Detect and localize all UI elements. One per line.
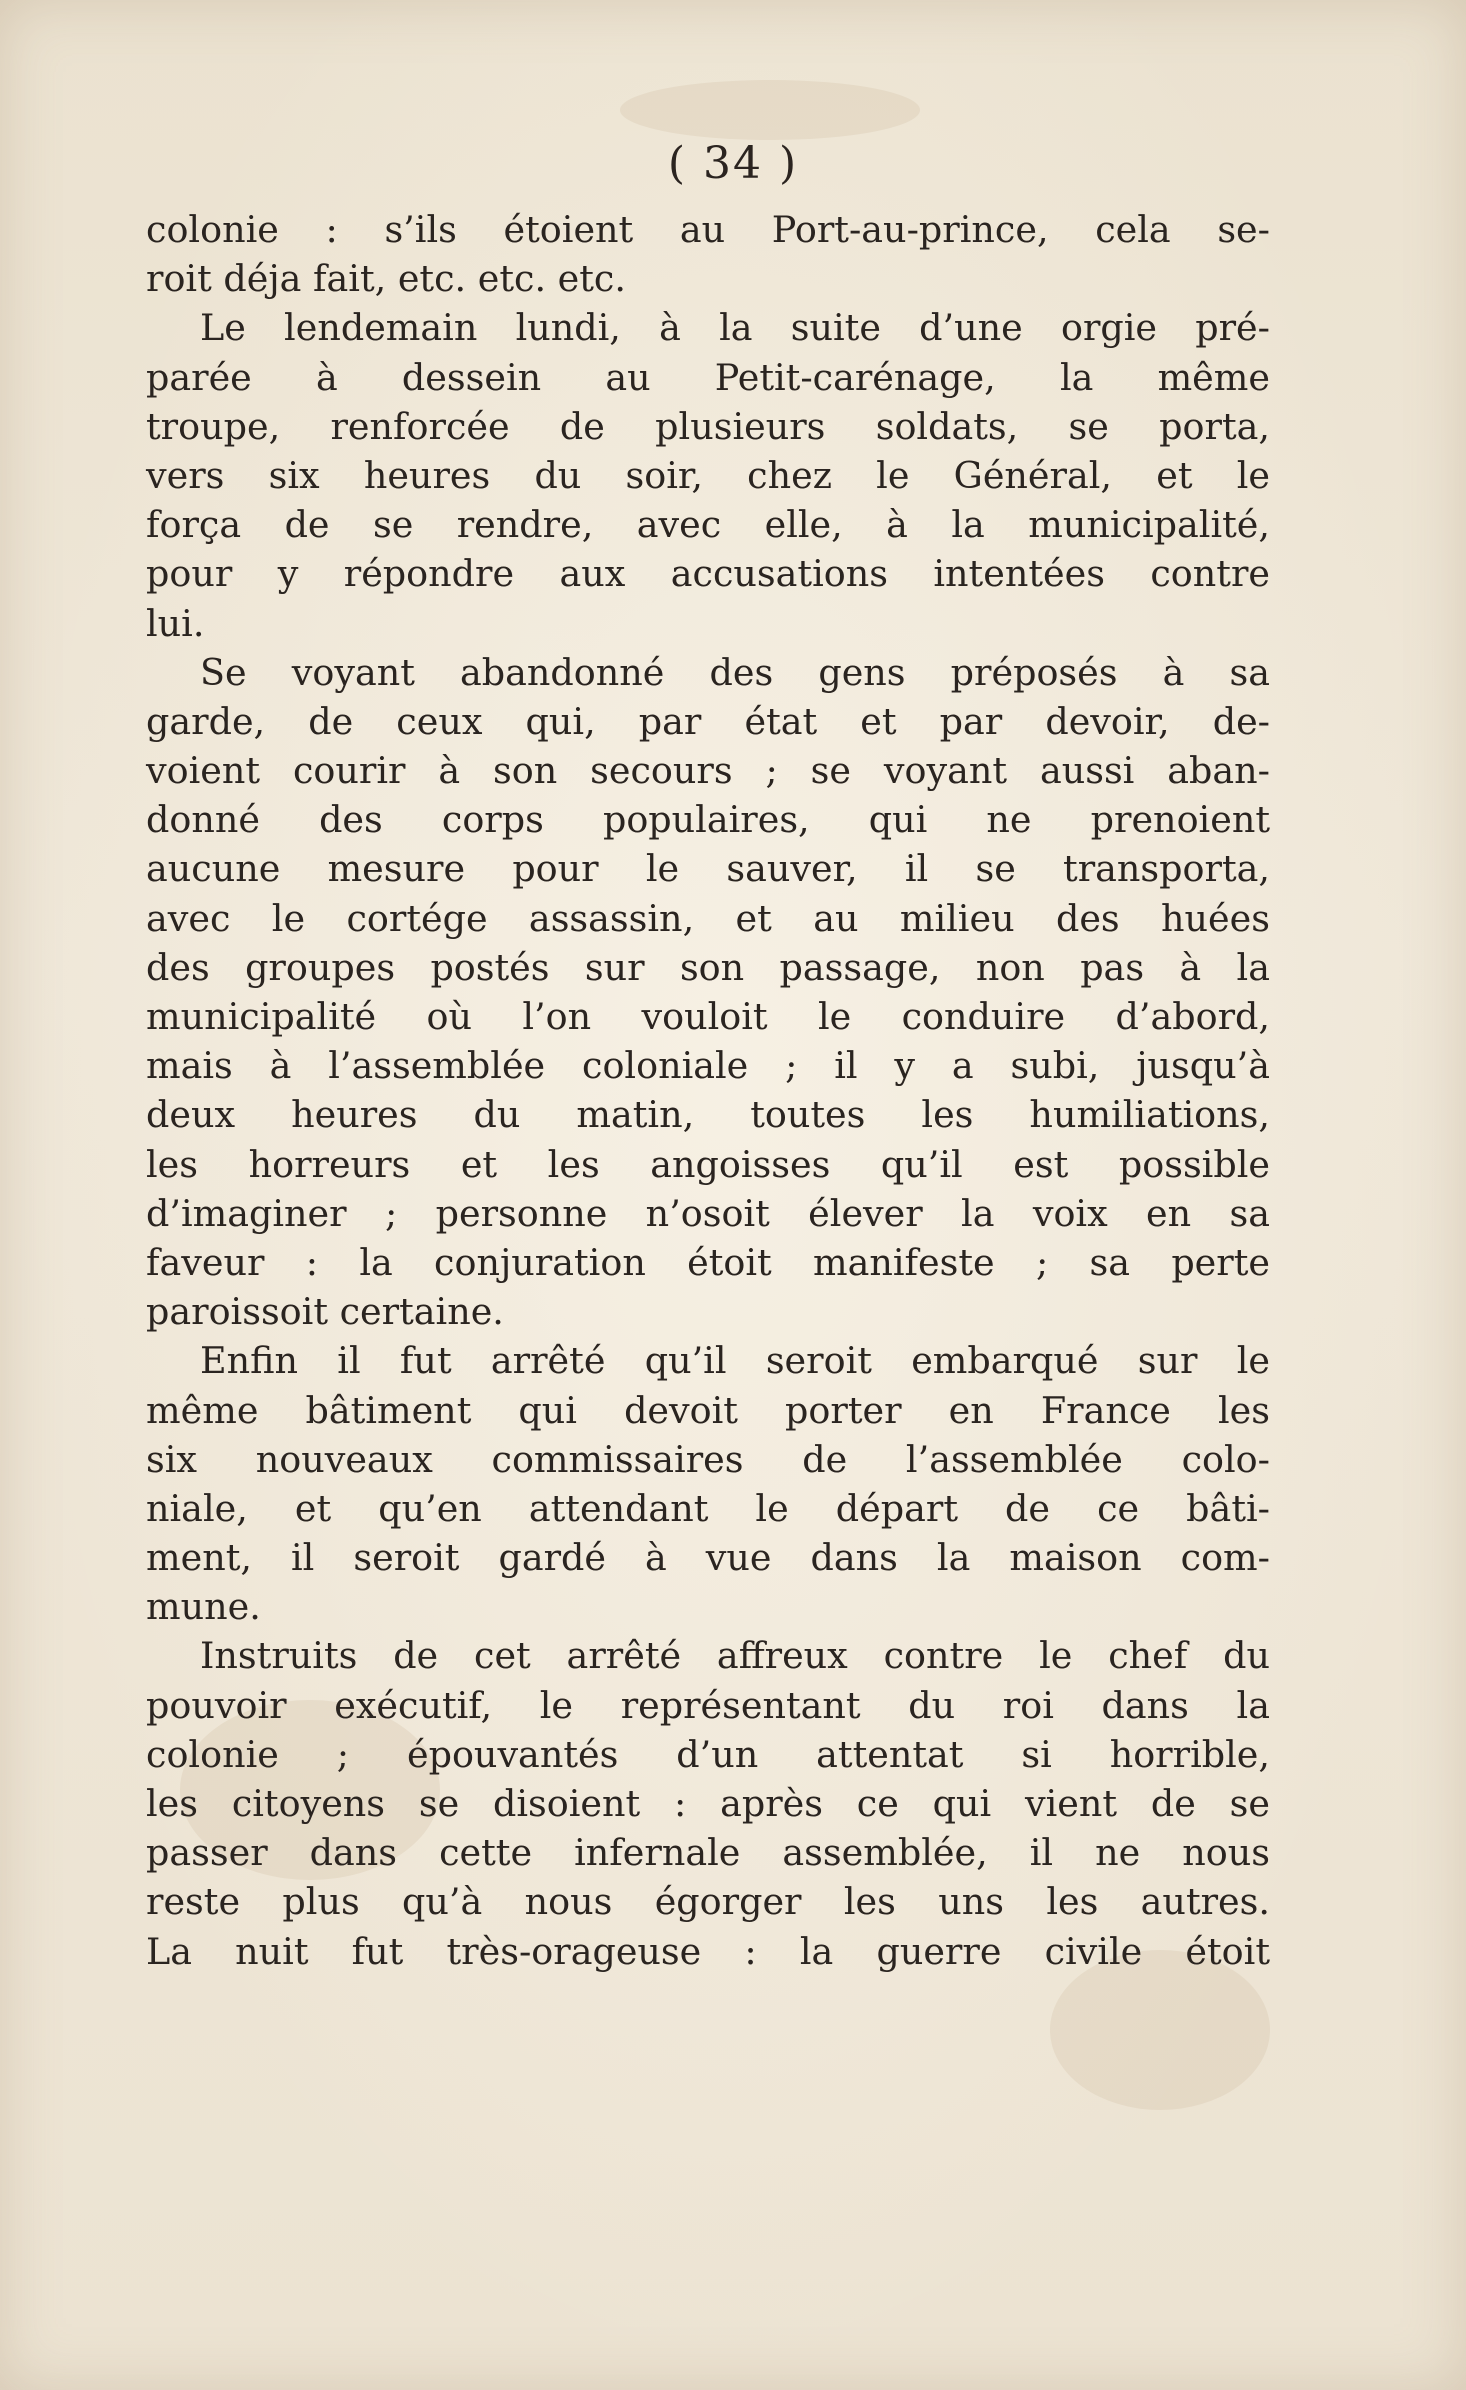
text-line: six nouveaux commissaires de l’assemblée colo- [146,1437,1270,1481]
text-line: Se voyant abandonné des gens préposés à sa [200,650,1270,694]
text-line: paroissoit certaine. [146,1290,504,1334]
text-line: pouvoir exécutif, le représentant du roi dans la [146,1683,1270,1727]
text-line: donné des corps populaires, qui ne prenoient [146,798,1270,842]
paper-stain [620,80,920,140]
text-line: colonie : s’ils étoient au Port-au-prince, cela se- [146,208,1270,251]
text-line: Enfin il fut arrêté qu’il seroit embarqué sur le [200,1339,1270,1383]
text-line: Le lendemain lundi, à la suite d’une orgie pré- [200,306,1270,350]
text-line: même bâtiment qui devoit porter en France les [146,1388,1270,1432]
text-line: des groupes postés sur son passage, non pas à la [146,945,1270,989]
text-line: colonie ; épouvantés d’un attentat si horrible, [146,1732,1270,1776]
text-line: d’imaginer ; personne n’osoit élever la voix en sa [146,1191,1270,1235]
text-line: Instruits de cet arrêté affreux contre le chef du [200,1634,1270,1678]
text-line: voient courir à son secours ; se voyant aussi aban- [146,749,1270,793]
text-line: vers six heures du soir, chez le Général, et le [146,453,1270,497]
body-text [146,205,1270,1976]
text-line: roit déja fait, etc. etc. etc. [146,257,626,301]
text-line: ment, il seroit gardé à vue dans la maison com- [146,1536,1270,1580]
text-line: força de se rendre, avec elle, à la municipalité, [146,503,1270,547]
text-line: reste plus qu’à nous égorger les uns les autres. [146,1880,1270,1924]
text-line: avec le cortége assassin, et au milieu des huées [146,896,1270,940]
text-line: troupe, renforcée de plusieurs soldats, se porta, [146,404,1270,448]
text-line: les citoyens se disoient : après ce qui vient de se [146,1782,1270,1825]
text-line: La nuit fut très-orageuse : la guerre civile étoit [146,1929,1270,1973]
text-line: passer dans cette infernale assemblée, il ne nous [146,1831,1270,1875]
text-line: aucune mesure pour le sauver, il se transporta, [146,847,1270,891]
text-line: les horreurs et les angoisses qu’il est possible [146,1142,1270,1186]
text-line: mune. [146,1585,261,1629]
text-line: deux heures du matin, toutes les humiliations, [146,1093,1270,1137]
text-line: parée à dessein au Petit-carénage, la même [146,355,1270,399]
text-line: mais à l’assemblée coloniale ; il y a subi, jusqu’à [146,1044,1270,1088]
text-line: garde, de ceux qui, par état et par devoir, de- [146,699,1270,743]
text-line: niale, et qu’en attendant le départ de ce bâti- [146,1486,1270,1530]
text-line: faveur : la conjuration étoit manifeste ; sa perte [146,1240,1270,1284]
text-line: pour y répondre aux accusations intentées contre [146,552,1270,596]
page-number: ( 34 ) [667,138,799,189]
text-line: municipalité où l’on vouloit le conduire d’abord, [146,995,1270,1038]
text-line: lui. [146,601,205,645]
